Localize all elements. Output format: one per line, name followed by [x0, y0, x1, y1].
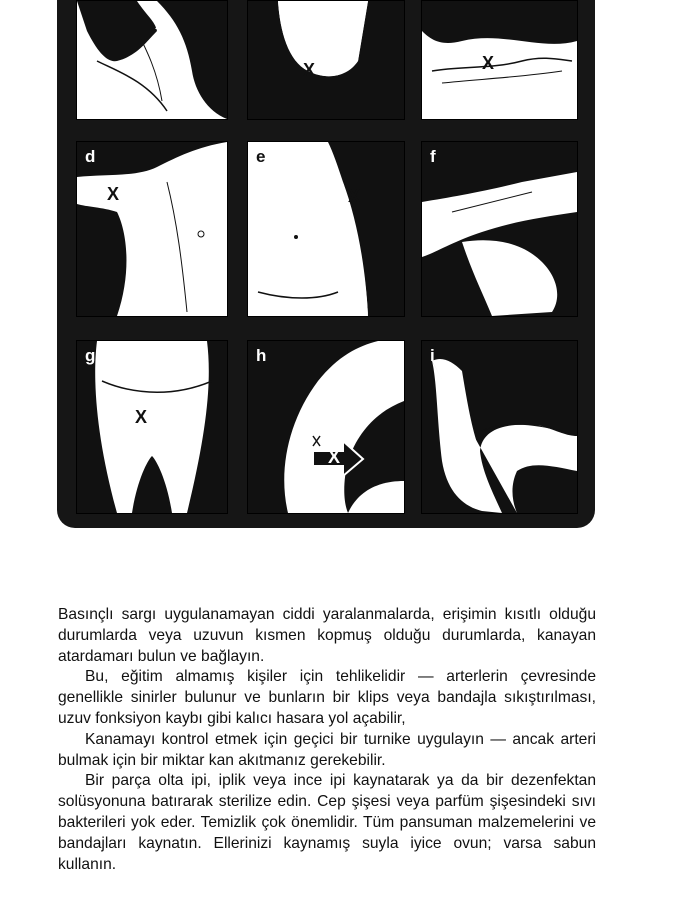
panel-i	[421, 340, 578, 514]
svg-text:X: X	[348, 186, 361, 206]
paragraph-4: Bir parça olta ipi, iplik veya ince ipi kaynatarak ya da bir dezenfektan solüsyonuna batırarak sterilize edin. Cep şişesi veya parfüm şişesindeki sıvı bakterileri yok eder. Temizlik çok önemlidir. Tüm pansuman malzemelerini ve bandajları kaynatın. Ellerinizi kaynamış suyla iyice ovun; varsa sabun kullanın.	[58, 772, 596, 873]
torso-arm-pressure-point-icon	[248, 142, 404, 316]
pressure-points-figure	[57, 0, 595, 528]
groin-pressure-point-icon	[77, 341, 227, 513]
paragraph-2: Bu, eğitim almamış kişiler için tehlikelidir — arterlerin çevresinde genellikle sinirler bulunur ve bunların bir klips veya bandajla sıkıştırılması, uzuv fonksiyon kaybı gibi kalıcı hasara yol açabilir,	[58, 668, 596, 727]
panel-c	[421, 0, 578, 120]
svg-text:X: X	[328, 447, 341, 467]
neck-side-pressure-point-icon	[77, 1, 227, 119]
panel-h-label: h	[256, 346, 267, 365]
panel-d	[76, 141, 228, 317]
panel-a	[76, 0, 228, 120]
panel-f	[421, 141, 578, 317]
panel-d-label: d	[85, 147, 96, 166]
jaw-pressure-point-icon	[248, 1, 404, 119]
panel-h	[247, 340, 405, 514]
collarbone-pressure-point-icon	[422, 1, 577, 119]
svg-text:X: X	[303, 60, 316, 80]
svg-text:X: X	[155, 13, 168, 33]
svg-text:X: X	[482, 53, 495, 73]
paragraph-1: Basınçlı sargı uygulanamayan ciddi yaralanmalarda, erişimin kısıtlı olduğu durumlarda veya uzuvun kısmen kopmuş olduğu durumlarda, kanayan atardamarı bulun ve bağlayın.	[58, 606, 596, 665]
body-text	[58, 605, 596, 875]
panel-g	[76, 340, 228, 514]
panel-b	[247, 0, 405, 120]
upper-arm-pressure-point-icon	[77, 142, 227, 316]
svg-text:X: X	[107, 184, 120, 204]
panel-i-label: i	[430, 346, 435, 365]
wrist-grip-icon	[422, 142, 577, 316]
panel-g-label: g	[85, 346, 96, 365]
ankle-grip-icon	[422, 341, 577, 513]
panel-e-label: e	[256, 147, 266, 166]
panel-f-label: f	[430, 147, 436, 166]
svg-text:X: X	[135, 407, 148, 427]
knee-pressure-point-icon	[248, 341, 404, 513]
paragraph-3: Kanamayı kontrol etmek için geçici bir turnike uygulayın — ancak arteri bulmak için bir miktar kan akıtmanız gerekebilir.	[58, 730, 596, 769]
panel-e	[247, 141, 405, 317]
